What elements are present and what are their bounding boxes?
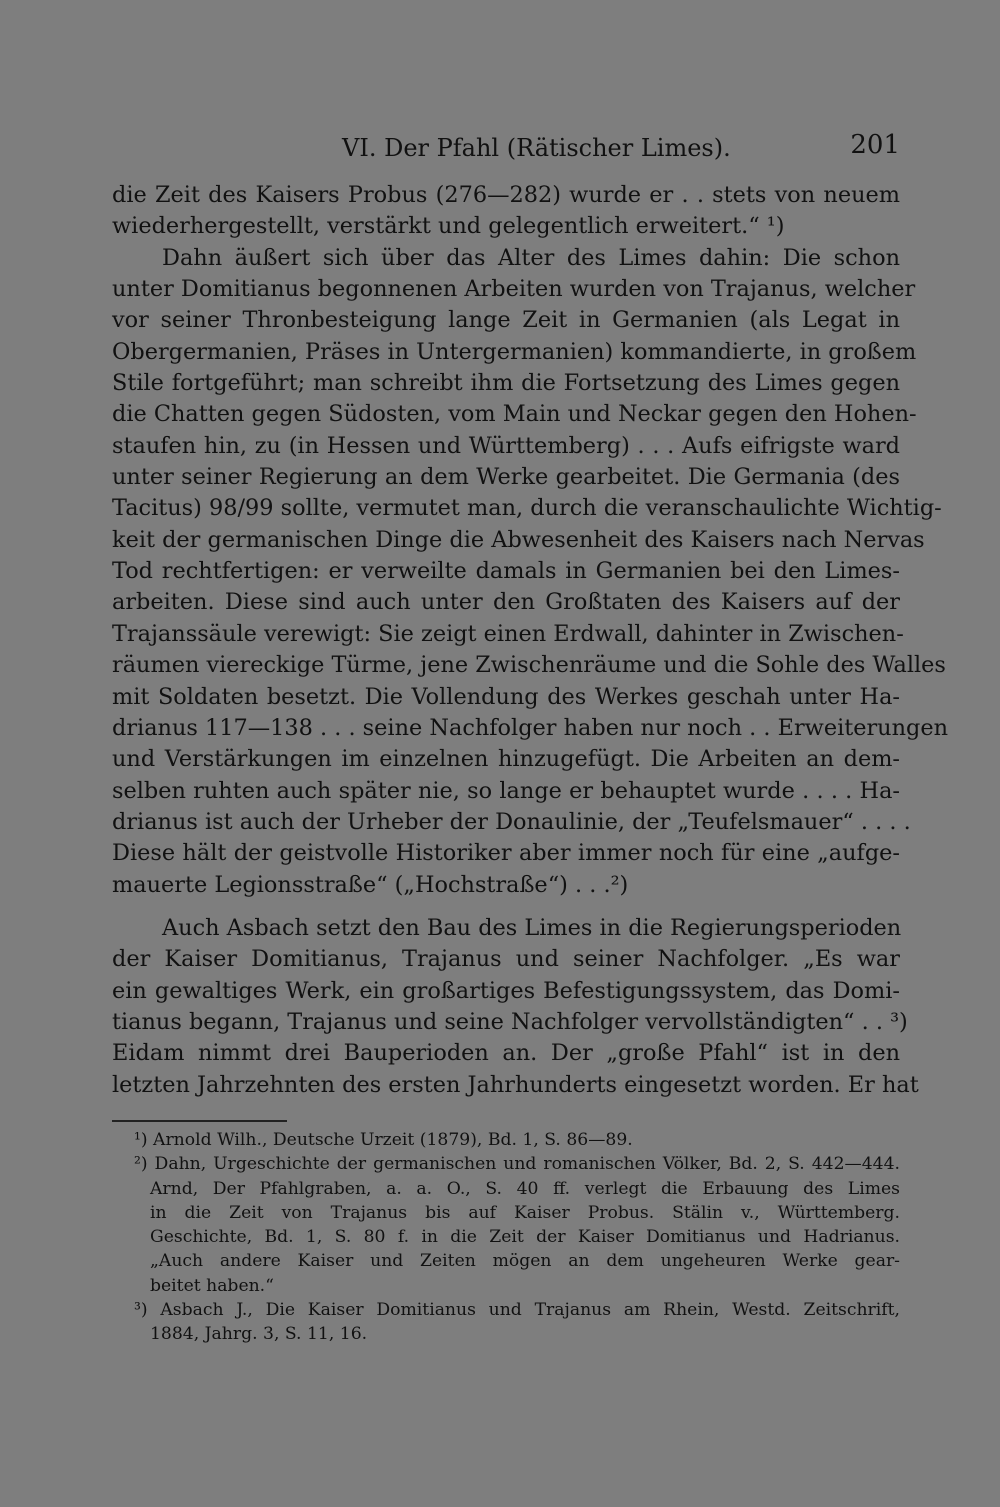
- text-line: drianus 117—138 . . . seine Nachfolger haben nur noch . . Erweiterungen: [112, 714, 949, 741]
- footnote-line: ²) Dahn, Urgeschichte der germanischen und romanischen Völker, Bd. 2, S. 442—444.: [134, 1154, 900, 1175]
- footnote-line: Arnd, Der Pfahlgraben, a. a. O., S. 40 ff. verlegt die Erbauung des Limes: [150, 1178, 900, 1199]
- footnote-line: in die Zeit von Trajanus bis auf Kaiser Probus. Stälin v., Württemberg.: [150, 1202, 900, 1223]
- text-line: der Kaiser Domitianus, Trajanus und seiner Nachfolger. „Es war: [112, 946, 900, 973]
- text-line: unter Domitianus begonnenen Arbeiten wurden von Trajanus, welcher: [112, 276, 916, 303]
- footnote-line: „Auch andere Kaiser und Zeiten mögen an dem ungeheuren Werke gear-: [150, 1251, 900, 1272]
- footnote-divider: [112, 1120, 287, 1122]
- text-line: Tacitus) 98/99 sollte, vermutet man, durch die veranschaulichte Wichtig-: [112, 495, 942, 522]
- chapter-title: VI. Der Pfahl (Rätischer Limes).: [342, 134, 731, 162]
- text-line: Tod rechtfertigen: er verweilte damals in Germanien bei den Limes-: [112, 558, 900, 585]
- text-line: Trajanssäule verewigt: Sie zeigt einen Erdwall, dahinter in Zwischen-: [112, 620, 904, 647]
- text-line: mauerte Legionsstraße“ („Hochstraße“) . . .²): [112, 871, 629, 898]
- text-line: keit der germanischen Dinge die Abwesenheit des Kaisers nach Nervas: [112, 526, 925, 553]
- main-text: [112, 180, 949, 1101]
- footnote-line: ¹) Arnold Wilh., Deutsche Urzeit (1879), Bd. 1, S. 86—89.: [134, 1130, 633, 1150]
- page-number: 201: [850, 130, 900, 160]
- text-line: mit Soldaten besetzt. Die Vollendung des Werkes geschah unter Ha-: [112, 683, 900, 710]
- footnote-line: beitet haben.“: [150, 1275, 274, 1296]
- text-line: räumen viereckige Türme, jene Zwischenräume und die Sohle des Walles: [112, 652, 946, 679]
- text-line: ein gewaltiges Werk, ein großartiges Befestigungssystem, das Domi-: [112, 977, 900, 1004]
- text-line: arbeiten. Diese sind auch unter den Großtaten des Kaisers auf der: [112, 589, 900, 616]
- footnotes: [112, 1128, 900, 1347]
- text-line: tianus begann, Trajanus und seine Nachfolger vervollständigten“ . . ³): [112, 1008, 908, 1035]
- text-line: unter seiner Regierung an dem Werke gearbeitet. Die Germania (des: [112, 464, 900, 491]
- running-header: [112, 130, 900, 166]
- footnote-line: Geschichte, Bd. 1, S. 80 f. in die Zeit der Kaiser Domitianus und Hadrianus.: [150, 1227, 900, 1248]
- paragraph-gap: [112, 901, 900, 913]
- text-line: drianus ist auch der Urheber der Donaulinie, der „Teufelsmauer“ . . . .: [112, 808, 911, 835]
- text-line: die Zeit des Kaisers Probus (276—282) wurde er . . stets von neuem: [112, 182, 900, 208]
- text-line: Obergermanien, Präses in Untergermanien) kommandierte, in großem: [112, 338, 917, 365]
- text-line: und Verstärkungen im einzelnen hinzugefügt. Die Arbeiten an dem-: [112, 746, 900, 773]
- text-line: Auch Asbach setzt den Bau des Limes in die Regierungsperioden: [162, 914, 902, 941]
- text-line: selben ruhten auch später nie, so lange er behauptet wurde . . . . Ha-: [112, 777, 900, 804]
- footnote-line: ³) Asbach J., Die Kaiser Domitianus und Trajanus am Rhein, Westd. Zeitschrift,: [134, 1300, 900, 1321]
- text-line: wiederhergestellt, verstärkt und gelegentlich erweitert.“ ¹): [112, 213, 785, 240]
- text-line: Diese hält der geistvolle Historiker aber immer noch für eine „aufge-: [112, 840, 900, 867]
- footnote-line: 1884, Jahrg. 3, S. 11, 16.: [150, 1324, 368, 1345]
- text-line: Stile fortgeführt; man schreibt ihm die Fortsetzung des Limes gegen: [112, 370, 900, 397]
- text-line: staufen hin, zu (in Hessen und Württemberg) . . . Aufs eifrigste ward: [112, 432, 900, 459]
- text-line: die Chatten gegen Südosten, vom Main und Neckar gegen den Hohen-: [112, 401, 917, 428]
- text-line: vor seiner Thronbesteigung lange Zeit in Germanien (als Legat in: [112, 307, 900, 334]
- text-line: Dahn äußert sich über das Alter des Limes dahin: Die schon: [162, 244, 900, 271]
- text-line: Eidam nimmt drei Bauperioden an. Der „große Pfahl“ ist in den: [112, 1040, 900, 1067]
- text-line: letzten Jahrzehnten des ersten Jahrhunderts eingesetzt worden. Er hat: [112, 1071, 919, 1098]
